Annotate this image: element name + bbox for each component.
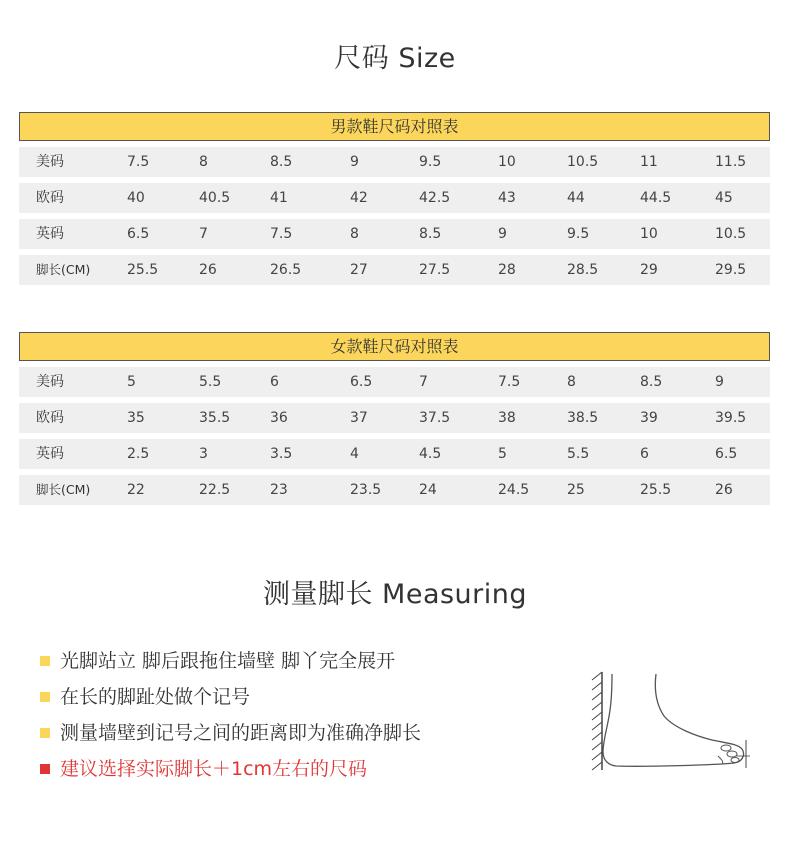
instruction-text: 建议选择实际脚长＋1cm左右的尺码 [60,758,368,780]
men-row-label: 英码 [36,226,64,242]
women-table-header: 女款鞋尺码对照表 [19,332,770,361]
women-size-cell: 39 [640,410,658,426]
size-title: 尺码 Size [334,43,456,74]
men-size-cell: 40 [127,190,145,206]
men-size-cell: 29 [640,262,658,278]
bullet-square-icon [40,656,50,666]
men-size-cell: 27.5 [419,262,451,278]
women-size-cell: 26 [715,482,733,498]
men-size-cell: 9 [350,154,359,170]
women-size-cell: 25 [567,482,585,498]
women-size-cell: 37.5 [419,410,451,426]
men-size-cell: 29.5 [715,262,747,278]
women-size-cell: 38 [498,410,516,426]
women-size-cell: 39.5 [715,410,747,426]
women-size-cell: 5.5 [199,374,222,390]
men-size-cell: 41 [270,190,288,206]
men-size-cell: 6.5 [127,226,150,242]
men-size-cell: 45 [715,190,733,206]
women-size-cell: 7.5 [498,374,521,390]
men-size-cell: 8 [199,154,208,170]
foot-against-wall-icon [586,670,756,775]
instruction-text: 测量墙壁到记号之间的距离即为准确净脚长 [60,722,422,744]
men-size-cell: 44.5 [640,190,672,206]
instruction-item [40,718,421,754]
women-size-cell: 24.5 [498,482,530,498]
women-size-cell: 9 [715,374,724,390]
men-row-label: 美码 [36,154,64,170]
men-size-cell: 27 [350,262,368,278]
women-table-row [19,475,770,505]
men-size-cell: 9 [498,226,507,242]
men-size-table [19,112,770,291]
men-size-cell: 7.5 [127,154,150,170]
women-size-cell: 5 [498,446,507,462]
men-size-cell: 11 [640,154,658,170]
women-size-cell: 36 [270,410,288,426]
instruction-text: 光脚站立 脚后跟拖住墙壁 脚丫完全展开 [60,650,396,672]
bullet-square-icon [40,728,50,738]
instruction-item [40,754,421,790]
women-size-cell: 22 [127,482,145,498]
men-size-cell: 10.5 [715,226,747,242]
men-size-cell: 42 [350,190,368,206]
instruction-item [40,682,421,718]
women-row-label: 美码 [36,374,64,390]
men-size-cell: 10 [640,226,658,242]
women-size-cell: 7 [419,374,428,390]
women-size-cell: 23 [270,482,288,498]
women-size-cell: 35.5 [199,410,231,426]
women-size-cell: 8.5 [640,374,663,390]
men-row-label: 欧码 [36,190,64,206]
men-table-row [19,255,770,285]
women-size-cell: 8 [567,374,576,390]
women-size-cell: 22.5 [199,482,231,498]
men-table-row [19,147,770,177]
men-size-cell: 9.5 [567,226,590,242]
men-size-cell: 7 [199,226,208,242]
men-size-cell: 8.5 [419,226,442,242]
women-size-cell: 6.5 [350,374,373,390]
women-size-cell: 5 [127,374,136,390]
women-size-cell: 38.5 [567,410,599,426]
women-size-cell: 2.5 [127,446,150,462]
men-table-row [19,183,770,213]
men-size-cell: 26 [199,262,217,278]
women-size-cell: 25.5 [640,482,672,498]
men-size-cell: 7.5 [270,226,293,242]
men-size-cell: 8.5 [270,154,293,170]
women-row-label: 英码 [36,446,64,462]
women-size-cell: 6 [270,374,279,390]
women-row-label: 脚长(CM) [36,482,91,497]
women-size-cell: 35 [127,410,145,426]
measuring-instructions [40,646,421,790]
men-size-cell: 28 [498,262,516,278]
men-size-cell: 28.5 [567,262,599,278]
men-size-cell: 43 [498,190,516,206]
women-table-row [19,367,770,397]
women-size-cell: 5.5 [567,446,590,462]
women-size-cell: 4 [350,446,359,462]
men-row-label: 脚长(CM) [36,262,91,277]
men-size-cell: 25.5 [127,262,159,278]
bullet-square-icon [40,764,50,774]
instruction-text: 在长的脚趾处做个记号 [60,686,251,708]
women-size-cell: 37 [350,410,368,426]
bullet-square-icon [40,692,50,702]
men-table-header: 男款鞋尺码对照表 [19,112,770,141]
women-size-table [19,332,770,511]
men-size-cell: 44 [567,190,585,206]
men-size-cell: 42.5 [419,190,451,206]
men-size-cell: 10 [498,154,516,170]
women-size-cell: 4.5 [419,446,442,462]
men-size-cell: 11.5 [715,154,747,170]
women-size-cell: 6 [640,446,649,462]
men-size-cell: 40.5 [199,190,231,206]
women-table-row [19,439,770,469]
men-size-cell: 9.5 [419,154,442,170]
measuring-title: 测量脚长 Measuring [262,579,528,610]
men-table-row [19,219,770,249]
men-size-cell: 26.5 [270,262,302,278]
men-size-cell: 8 [350,226,359,242]
instruction-item [40,646,421,682]
women-row-label: 欧码 [36,410,64,426]
women-size-cell: 6.5 [715,446,738,462]
women-size-cell: 23.5 [350,482,382,498]
women-table-row [19,403,770,433]
men-size-cell: 10.5 [567,154,599,170]
women-size-cell: 24 [419,482,437,498]
women-size-cell: 3 [199,446,208,462]
women-size-cell: 3.5 [270,446,293,462]
